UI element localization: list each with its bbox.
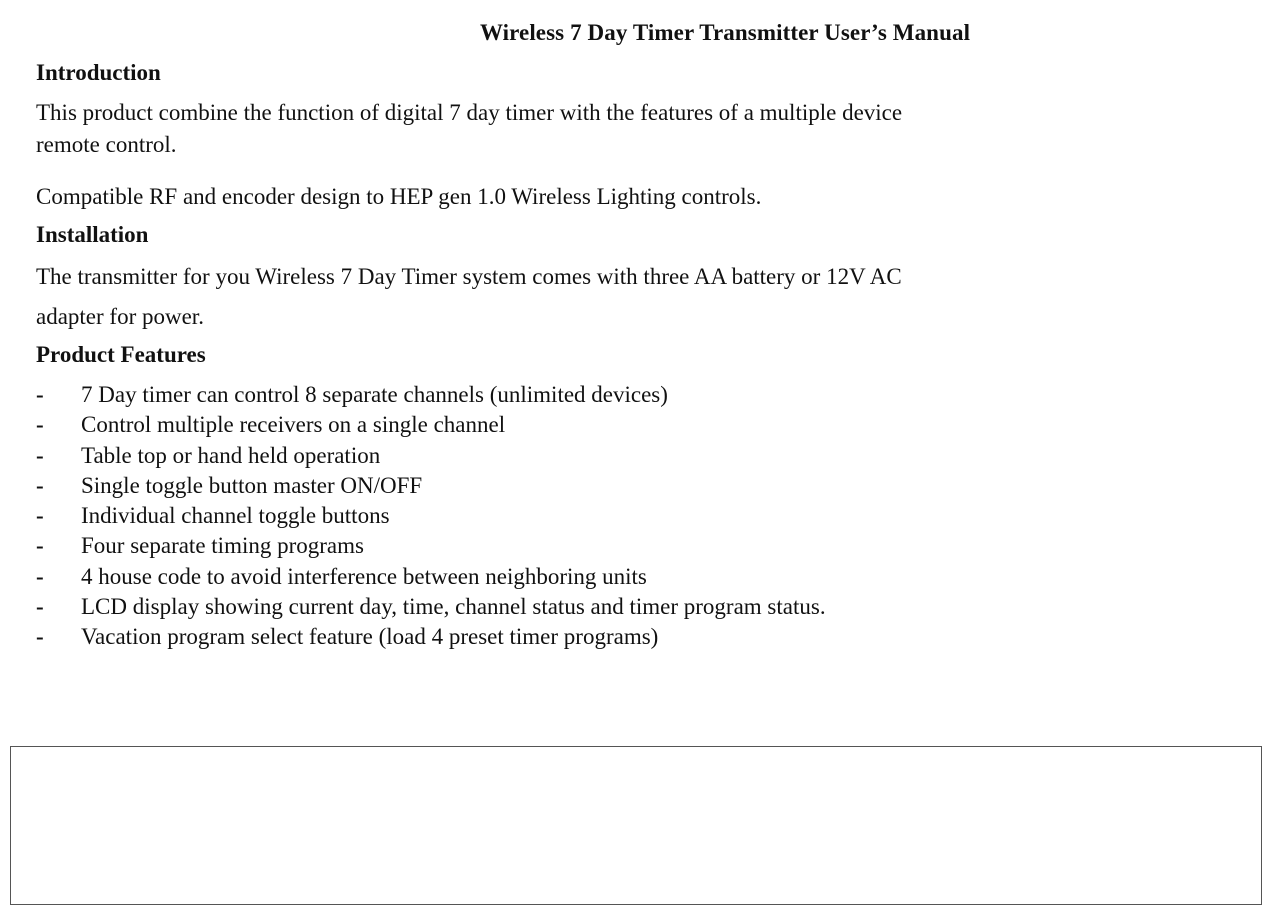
list-bullet: -: [36, 624, 44, 650]
list-bullet: -: [36, 442, 44, 468]
list-bullet: -: [36, 533, 44, 559]
list-bullet: -: [36, 503, 44, 529]
list-item-text: Single toggle button master ON/OFF: [81, 472, 423, 498]
list-item-text: 7 Day timer can control 8 separate channels (unlimited devices): [81, 382, 668, 407]
installation-paragraph-line-2: adapter for power.: [36, 304, 204, 329]
list-item: [36, 410, 1236, 440]
introduction-paragraph-line-2: remote control.: [36, 132, 177, 157]
list-item: [36, 380, 1236, 410]
list-item: [36, 562, 1236, 592]
list-item: [36, 441, 1236, 471]
introduction-paragraph-line-1: This product combine the function of digital 7 day timer with the features of a multiple device: [36, 100, 903, 125]
list-item-text: 4 house code to avoid interference between neighboring units: [81, 563, 647, 589]
list-bullet: -: [36, 594, 44, 620]
document-title: Wireless 7 Day Timer Transmitter User’s Manual: [479, 20, 971, 45]
list-bullet: -: [36, 382, 44, 407]
list-item: [36, 471, 1236, 501]
list-item: [36, 592, 1236, 622]
list-item-text: Individual channel toggle buttons: [81, 503, 390, 529]
list-item: [36, 531, 1236, 561]
list-item: [36, 501, 1236, 531]
list-bullet: -: [36, 472, 44, 498]
list-item-text: LCD display showing current day, time, channel status and timer program status.: [81, 594, 826, 620]
installation-paragraph-line-1: The transmitter for you Wireless 7 Day Timer system comes with three AA battery or 12V AC: [36, 264, 902, 289]
list-bullet: -: [36, 412, 44, 438]
introduction-compatibility-paragraph: Compatible RF and encoder design to HEP gen 1.0 Wireless Lighting controls.: [36, 184, 762, 209]
list-item-text: Table top or hand held operation: [81, 442, 381, 468]
product-features-heading: Product Features: [36, 342, 206, 367]
list-item-text: Control multiple receivers on a single channel: [81, 412, 506, 438]
list-item-text: Vacation program select feature (load 4 preset timer programs): [81, 624, 659, 650]
list-item: [36, 622, 1236, 652]
installation-heading: Installation: [36, 222, 149, 247]
blank-bordered-box: [10, 746, 1262, 905]
product-features-list: [36, 380, 1236, 653]
list-item-text: Four separate timing programs: [81, 533, 364, 559]
introduction-heading: Introduction: [36, 60, 161, 85]
list-bullet: -: [36, 563, 44, 589]
